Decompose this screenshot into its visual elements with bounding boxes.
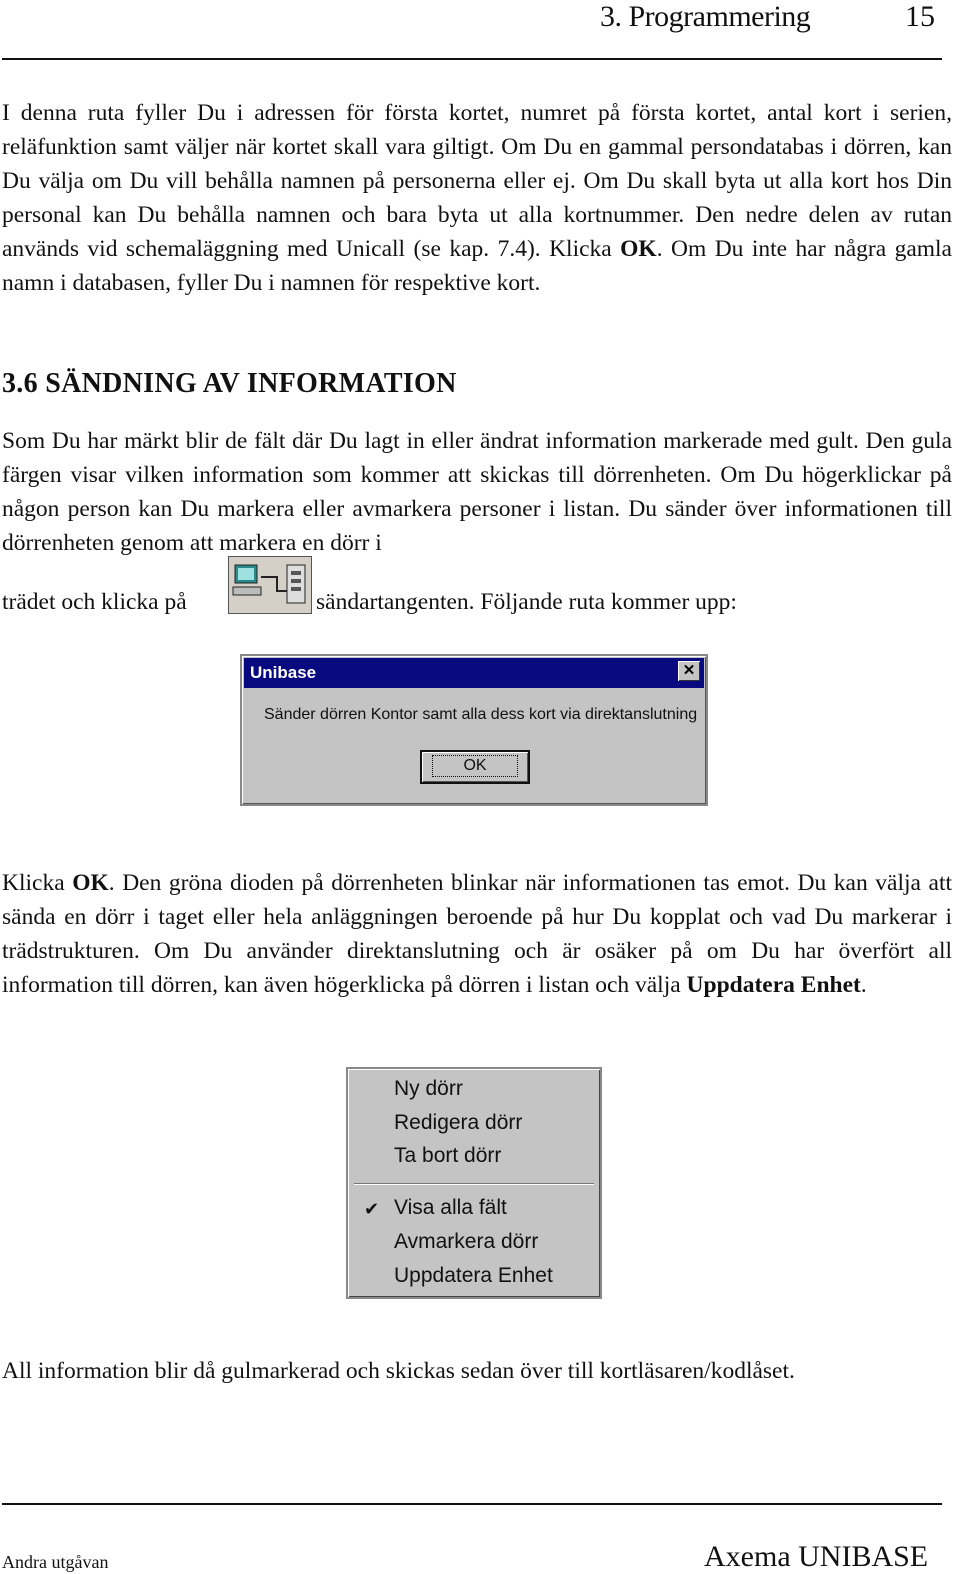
- paragraph-3-text-mid: . Den gröna dioden på dörrenheten blinkar när informationen tas emot. Du kan välja att sända en dörr i taget eller hela anläggningen beroende på hur Du kopplat och vad Du markerar i trädstrukturen. Om Du använder direktanslutning och är osäker på om Du har överfört all information till dörren, kan även högerklicka på dörren i listan och välja: [2, 870, 952, 998]
- unibase-dialog: [240, 654, 708, 806]
- send-icon[interactable]: [228, 556, 312, 614]
- paragraph-1: [2, 96, 952, 300]
- menu-separator: [354, 1183, 594, 1185]
- section-heading: 3.6 SÄNDNING AV INFORMATION: [2, 368, 457, 399]
- menu-item-ny-dorr[interactable]: Ny dörr: [394, 1077, 463, 1100]
- edition-label: Andra utgåvan: [2, 1552, 109, 1572]
- menu-item-ta-bort-dorr[interactable]: Ta bort dörr: [394, 1144, 502, 1167]
- close-icon[interactable]: ✕: [678, 661, 700, 681]
- dialog-message: Sänder dörren Kontor samt alla dess kort via direktanslutning: [264, 706, 698, 723]
- menu-item-uppdatera-enhet[interactable]: Uppdatera Enhet: [394, 1264, 553, 1287]
- inline-text-pre: trädet och klicka på: [2, 589, 187, 615]
- menu-item-redigera-dorr[interactable]: Redigera dörr: [394, 1111, 523, 1134]
- ok-keyword: OK: [620, 236, 657, 262]
- product-name: Axema UNIBASE: [704, 1540, 929, 1573]
- paragraph-3: [2, 866, 952, 1002]
- ok-keyword-2: OK: [72, 870, 109, 896]
- paragraph-1-text: I denna ruta fyller Du i adressen för första kortet, numret på första kortet, antal kort i serien, reläfunktion samt väljer när kortet skall vara giltigt. Om Du en gammal persondatabas i dörren, kan Du välja om Du vill behålla namnen på personerna eller ej. Om Du skall byta ut alla kort hos Din personal kan Du behålla namnen och bara byta ut alla kortnummer. Den nedre delen av rutan används vid schemaläggning med Unicall (se kap. 7.4). Klicka: [2, 100, 952, 262]
- uppdatera-enhet-keyword: Uppdatera Enhet: [686, 972, 861, 998]
- paragraph-1-text-end: . Om Du inte har några gamla namn i databasen, fyller Du i namnen för respektive kort.: [2, 236, 952, 296]
- menu-item-visa-alla-falt[interactable]: Visa alla fält: [394, 1196, 507, 1219]
- footer-rule: [2, 1503, 942, 1505]
- context-menu: [346, 1067, 602, 1299]
- paragraph-2: Som Du har märkt blir de fält där Du lagt in eller ändrat information markerade med gult. Den gula färgen visar vilken information som kommer att skickas till dörrenheten. Om Du högerklickar på någon person kan Du markera eller avmarkera personer i listan. Du sänder över informationen till dörrenheten genom att markera en dörr i: [2, 428, 952, 556]
- menu-item-avmarkera-dorr[interactable]: Avmarkera dörr: [394, 1230, 539, 1253]
- paragraph-3-text: Klicka: [2, 870, 73, 896]
- checkmark-icon: ✔: [364, 1199, 380, 1219]
- chapter-header: 3. Programmering: [600, 0, 811, 33]
- paragraph-2-inline-row: [2, 585, 187, 619]
- paragraph-3-text-end: .: [860, 972, 867, 998]
- page-number: 15: [905, 0, 935, 33]
- header-rule: [2, 58, 942, 60]
- dialog-title: Unibase: [244, 658, 704, 688]
- ok-button-label: OK: [432, 755, 517, 777]
- ok-button[interactable]: [420, 750, 530, 784]
- paragraph-4: All information blir då gulmarkerad och skickas sedan över till kortläsaren/kodlåset.: [2, 1358, 795, 1384]
- inline-text-post: sändartangenten. Följande ruta kommer upp:: [316, 589, 737, 615]
